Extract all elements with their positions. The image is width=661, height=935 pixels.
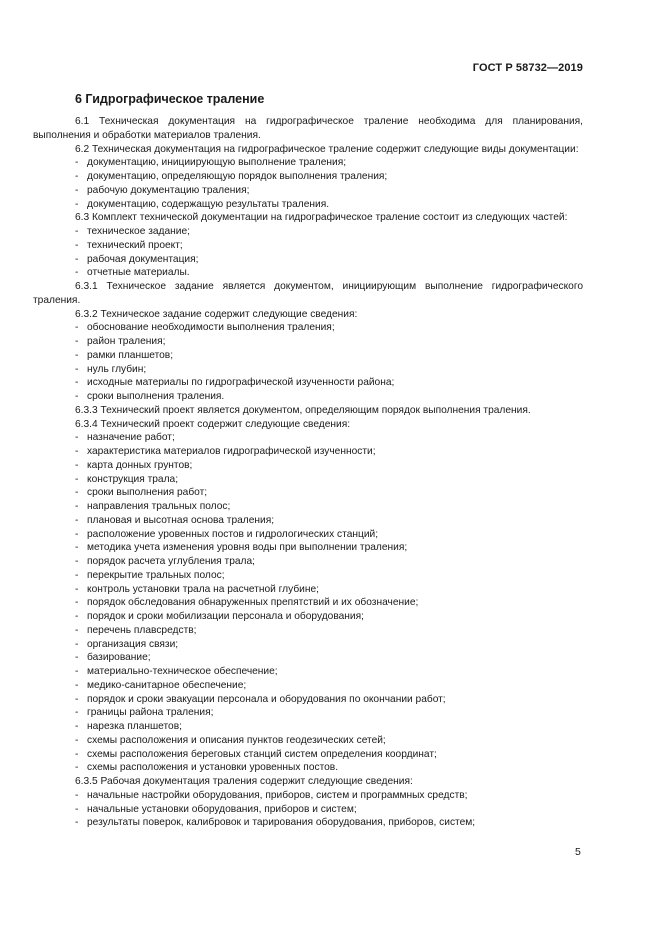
list-dash: - [75, 789, 79, 801]
list-item-text: сроки выполнения траления. [87, 391, 225, 402]
list-dash: - [75, 239, 79, 251]
list-dash: - [75, 817, 79, 829]
list-dash: - [75, 432, 79, 444]
list-item-text: порядок обследования обнаруженных препятствий и их обозначение; [87, 597, 419, 609]
list-item [33, 720, 583, 734]
list-item [33, 610, 583, 624]
list-item-text: порядок и сроки эвакуации персонала и оборудования по окончании работ; [87, 693, 446, 705]
list-dash: - [75, 501, 79, 512]
paragraph: 6.1 Техническая документация на гидрографическое траление необходима для планирования, выполнения и обработки материалов траления. [33, 116, 583, 141]
list-dash: - [75, 666, 79, 677]
list-item-text: границы района траления; [87, 707, 214, 719]
list-item [33, 363, 583, 377]
list-item [33, 734, 583, 748]
list-item [33, 459, 583, 473]
list-dash: - [75, 349, 79, 361]
list-item-text: схемы расположения береговых станций систем определения координат; [87, 748, 437, 760]
list-item [33, 803, 583, 817]
list-item [33, 693, 583, 707]
list-item-text: результаты поверок, калибровок и тарирования оборудования, приборов, систем; [87, 817, 476, 829]
list-item-text: нуль глубин; [87, 363, 147, 375]
list-item [33, 816, 583, 830]
list-item [33, 748, 583, 762]
list-item [33, 624, 583, 638]
list-dash: - [75, 734, 79, 746]
list-dash: - [75, 748, 79, 760]
list-item [33, 376, 583, 390]
list-item-text: плановая и высотная основа траления; [87, 514, 275, 526]
list-dash: - [75, 762, 79, 774]
list-item-text: документацию, содержащую результаты траления. [87, 198, 330, 210]
list-item [33, 156, 583, 170]
list-dash: - [75, 198, 79, 210]
list-item [33, 349, 583, 363]
paragraph: 6.3.4 Технический проект содержит следующие сведения: [75, 418, 351, 430]
list-dash: - [75, 638, 79, 650]
list-item-text: характеристика материалов гидрографической изученности; [87, 446, 376, 457]
list-dash: - [75, 652, 79, 664]
list-item [33, 473, 583, 487]
list-item-text: рамки планшетов; [87, 349, 174, 361]
list-item-text: документацию, определяющую порядок выполнения траления; [87, 171, 388, 182]
list-dash: - [75, 157, 79, 169]
list-dash: - [75, 336, 79, 347]
list-item-text: документацию, инициирующую выполнение траления; [87, 157, 347, 169]
list-dash: - [75, 226, 79, 237]
paragraph: 6.3.3 Технический проект является документом, определяющим порядок выполнения траления. [75, 404, 531, 416]
list-item [33, 198, 583, 212]
list-dash: - [75, 487, 79, 499]
list-dash: - [75, 377, 79, 389]
list-item [33, 761, 583, 775]
list-item [33, 445, 583, 459]
list-dash: - [75, 171, 79, 182]
list-item-text: направления тральных полос; [87, 501, 231, 512]
list-dash: - [75, 459, 79, 471]
list-item-text: перекрытие тральных полос; [87, 569, 225, 581]
list-item [33, 514, 583, 528]
list-dash: - [75, 528, 79, 540]
list-dash: - [75, 184, 79, 196]
list-dash: - [75, 721, 79, 732]
list-item [33, 569, 583, 583]
paragraph: 6.3 Комплект технической документации на гидрографическое траление состоит из следующих частей: [75, 212, 568, 224]
list-dash: - [75, 583, 79, 595]
list-dash: - [75, 542, 79, 554]
list-item [33, 184, 583, 198]
list-item [33, 665, 583, 679]
list-item-text: порядок расчета углубления трала; [87, 556, 255, 567]
list-item-text: схемы расположения и описания пунктов геодезических сетей; [87, 734, 386, 746]
list-item-text: организация связи; [87, 638, 179, 650]
section-title: 6 Гидрографическое траление [75, 92, 265, 106]
list-item [33, 170, 583, 184]
list-dash: - [75, 253, 79, 265]
list-item-text: контроль установки трала на расчетной глубине; [87, 583, 319, 595]
list-item [33, 528, 583, 542]
document-body [33, 115, 583, 830]
list-dash: - [75, 514, 79, 526]
list-item-text: техническое задание; [87, 226, 190, 237]
list-item [33, 500, 583, 514]
list-item-text: сроки выполнения работ; [87, 487, 208, 499]
list-item-text: начальные настройки оборудования, приборов, систем и программных средств; [87, 789, 468, 801]
list-item [33, 239, 583, 253]
list-dash: - [75, 624, 79, 636]
list-dash: - [75, 446, 79, 457]
list-item [33, 638, 583, 652]
list-item-text: назначение работ; [87, 432, 175, 444]
list-item [33, 541, 583, 555]
list-dash: - [75, 569, 79, 581]
list-item [33, 583, 583, 597]
list-item [33, 225, 583, 239]
list-item [33, 596, 583, 610]
list-dash: - [75, 803, 79, 815]
list-dash: - [75, 363, 79, 375]
list-item [33, 651, 583, 665]
list-item-text: схемы расположения и установки уровенных постов. [87, 762, 339, 774]
list-dash: - [75, 611, 79, 622]
list-item-text: порядок и сроки мобилизации персонала и оборудования; [87, 611, 364, 622]
paragraph: 6.3.5 Рабочая документация траления содержит следующие сведения: [75, 776, 413, 787]
list-dash: - [75, 267, 79, 279]
list-item [33, 679, 583, 693]
paragraph: 6.3.2 Техническое задание содержит следующие сведения: [75, 308, 358, 320]
list-item [33, 431, 583, 445]
list-dash: - [75, 556, 79, 567]
list-item [33, 706, 583, 720]
paragraph: 6.3.1 Техническое задание является документом, инициирующим выполнение гидрографического траления. [33, 281, 583, 306]
list-item-text: медико-санитарное обеспечение; [87, 679, 247, 691]
list-item-text: материально-техническое обеспечение; [87, 666, 278, 677]
list-item [33, 789, 583, 803]
document-header: ГОСТ Р 58732—2019 [472, 62, 583, 74]
list-item [33, 390, 583, 404]
list-item-text: расположение уровенных постов и гидрологических станций; [87, 528, 379, 540]
list-item-text: конструкция трала; [87, 473, 179, 485]
list-item-text: рабочую документацию траления; [87, 184, 250, 196]
list-item [33, 321, 583, 335]
list-item [33, 486, 583, 500]
list-item [33, 266, 583, 280]
list-item-text: район траления; [87, 336, 166, 347]
list-item [33, 253, 583, 267]
list-dash: - [75, 391, 79, 402]
list-dash: - [75, 473, 79, 485]
list-dash: - [75, 707, 79, 719]
list-dash: - [75, 679, 79, 691]
list-item-text: технический проект; [87, 239, 183, 251]
list-dash: - [75, 693, 79, 705]
list-dash: - [75, 597, 79, 609]
list-item-text: начальные установки оборудования, приборов и систем; [87, 803, 357, 815]
list-item-text: карта донных грунтов; [87, 459, 193, 471]
list-item-text: обоснование необходимости выполнения траления; [87, 322, 335, 334]
list-item-text: перечень плавсредств; [87, 624, 197, 636]
list-item [33, 335, 583, 349]
list-item-text: методика учета изменения уровня воды при выполнении траления; [87, 542, 408, 554]
list-item-text: базирование; [87, 652, 151, 664]
paragraph: 6.2 Техническая документация на гидрографическое траление содержит следующие виды документации: [75, 143, 579, 155]
page-number: 5 [575, 846, 581, 858]
list-item-text: исходные материалы по гидрографической изученности района; [87, 377, 395, 389]
list-dash: - [75, 322, 79, 334]
list-item-text: нарезка планшетов; [87, 721, 182, 732]
list-item-text: отчетные материалы. [87, 267, 190, 279]
list-item-text: рабочая документация; [87, 253, 199, 265]
list-item [33, 555, 583, 569]
